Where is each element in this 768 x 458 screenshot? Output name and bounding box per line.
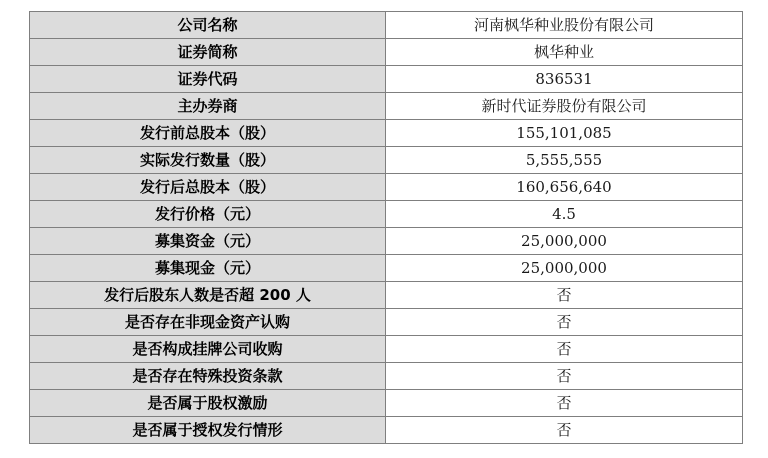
table-row <box>30 363 743 390</box>
row-label-shares-issued: 实际发行数量（股） <box>30 147 386 174</box>
row-value-sponsor-broker: 新时代证券股份有限公司 <box>386 93 743 120</box>
table-row <box>30 174 743 201</box>
issuance-info-table <box>29 11 743 444</box>
row-value-company-name: 河南枫华种业股份有限公司 <box>386 12 743 39</box>
row-label-company-name: 公司名称 <box>30 12 386 39</box>
row-value-security-code: 836531 <box>386 66 743 93</box>
row-value-issue-price: 4.5 <box>386 201 743 228</box>
table-row <box>30 255 743 282</box>
row-label-security-code: 证券代码 <box>30 66 386 93</box>
row-value-security-abbr: 枫华种业 <box>386 39 743 66</box>
row-value-acquisition: 否 <box>386 336 743 363</box>
row-label-cash-raised: 募集现金（元） <box>30 255 386 282</box>
row-label-issue-price: 发行价格（元） <box>30 201 386 228</box>
row-value-cash-raised: 25,000,000 <box>386 255 743 282</box>
row-label-shares-before: 发行前总股本（股） <box>30 120 386 147</box>
table-row <box>30 201 743 228</box>
row-value-shares-before: 155,101,085 <box>386 120 743 147</box>
row-label-funds-raised: 募集资金（元） <box>30 228 386 255</box>
table-row <box>30 66 743 93</box>
table-row <box>30 336 743 363</box>
table-row <box>30 120 743 147</box>
row-label-shares-after: 发行后总股本（股） <box>30 174 386 201</box>
row-value-shares-after: 160,656,640 <box>386 174 743 201</box>
row-value-shareholders-over-200: 否 <box>386 282 743 309</box>
row-label-shareholders-over-200: 发行后股东人数是否超 200 人 <box>30 282 386 309</box>
table-row <box>30 93 743 120</box>
row-label-acquisition: 是否构成挂牌公司收购 <box>30 336 386 363</box>
row-value-shares-issued: 5,555,555 <box>386 147 743 174</box>
table-row <box>30 228 743 255</box>
row-label-authorized-issuance: 是否属于授权发行情形 <box>30 417 386 444</box>
table-row <box>30 417 743 444</box>
row-value-non-cash-subscription: 否 <box>386 309 743 336</box>
row-label-non-cash-subscription: 是否存在非现金资产认购 <box>30 309 386 336</box>
row-label-equity-incentive: 是否属于股权激励 <box>30 390 386 417</box>
row-label-special-terms: 是否存在特殊投资条款 <box>30 363 386 390</box>
row-value-special-terms: 否 <box>386 363 743 390</box>
row-value-funds-raised: 25,000,000 <box>386 228 743 255</box>
row-value-authorized-issuance: 否 <box>386 417 743 444</box>
table-row <box>30 309 743 336</box>
row-label-security-abbr: 证券简称 <box>30 39 386 66</box>
table-row <box>30 147 743 174</box>
table-row <box>30 12 743 39</box>
row-value-equity-incentive: 否 <box>386 390 743 417</box>
table-row <box>30 282 743 309</box>
table-row <box>30 39 743 66</box>
row-label-sponsor-broker: 主办券商 <box>30 93 386 120</box>
table-row <box>30 390 743 417</box>
